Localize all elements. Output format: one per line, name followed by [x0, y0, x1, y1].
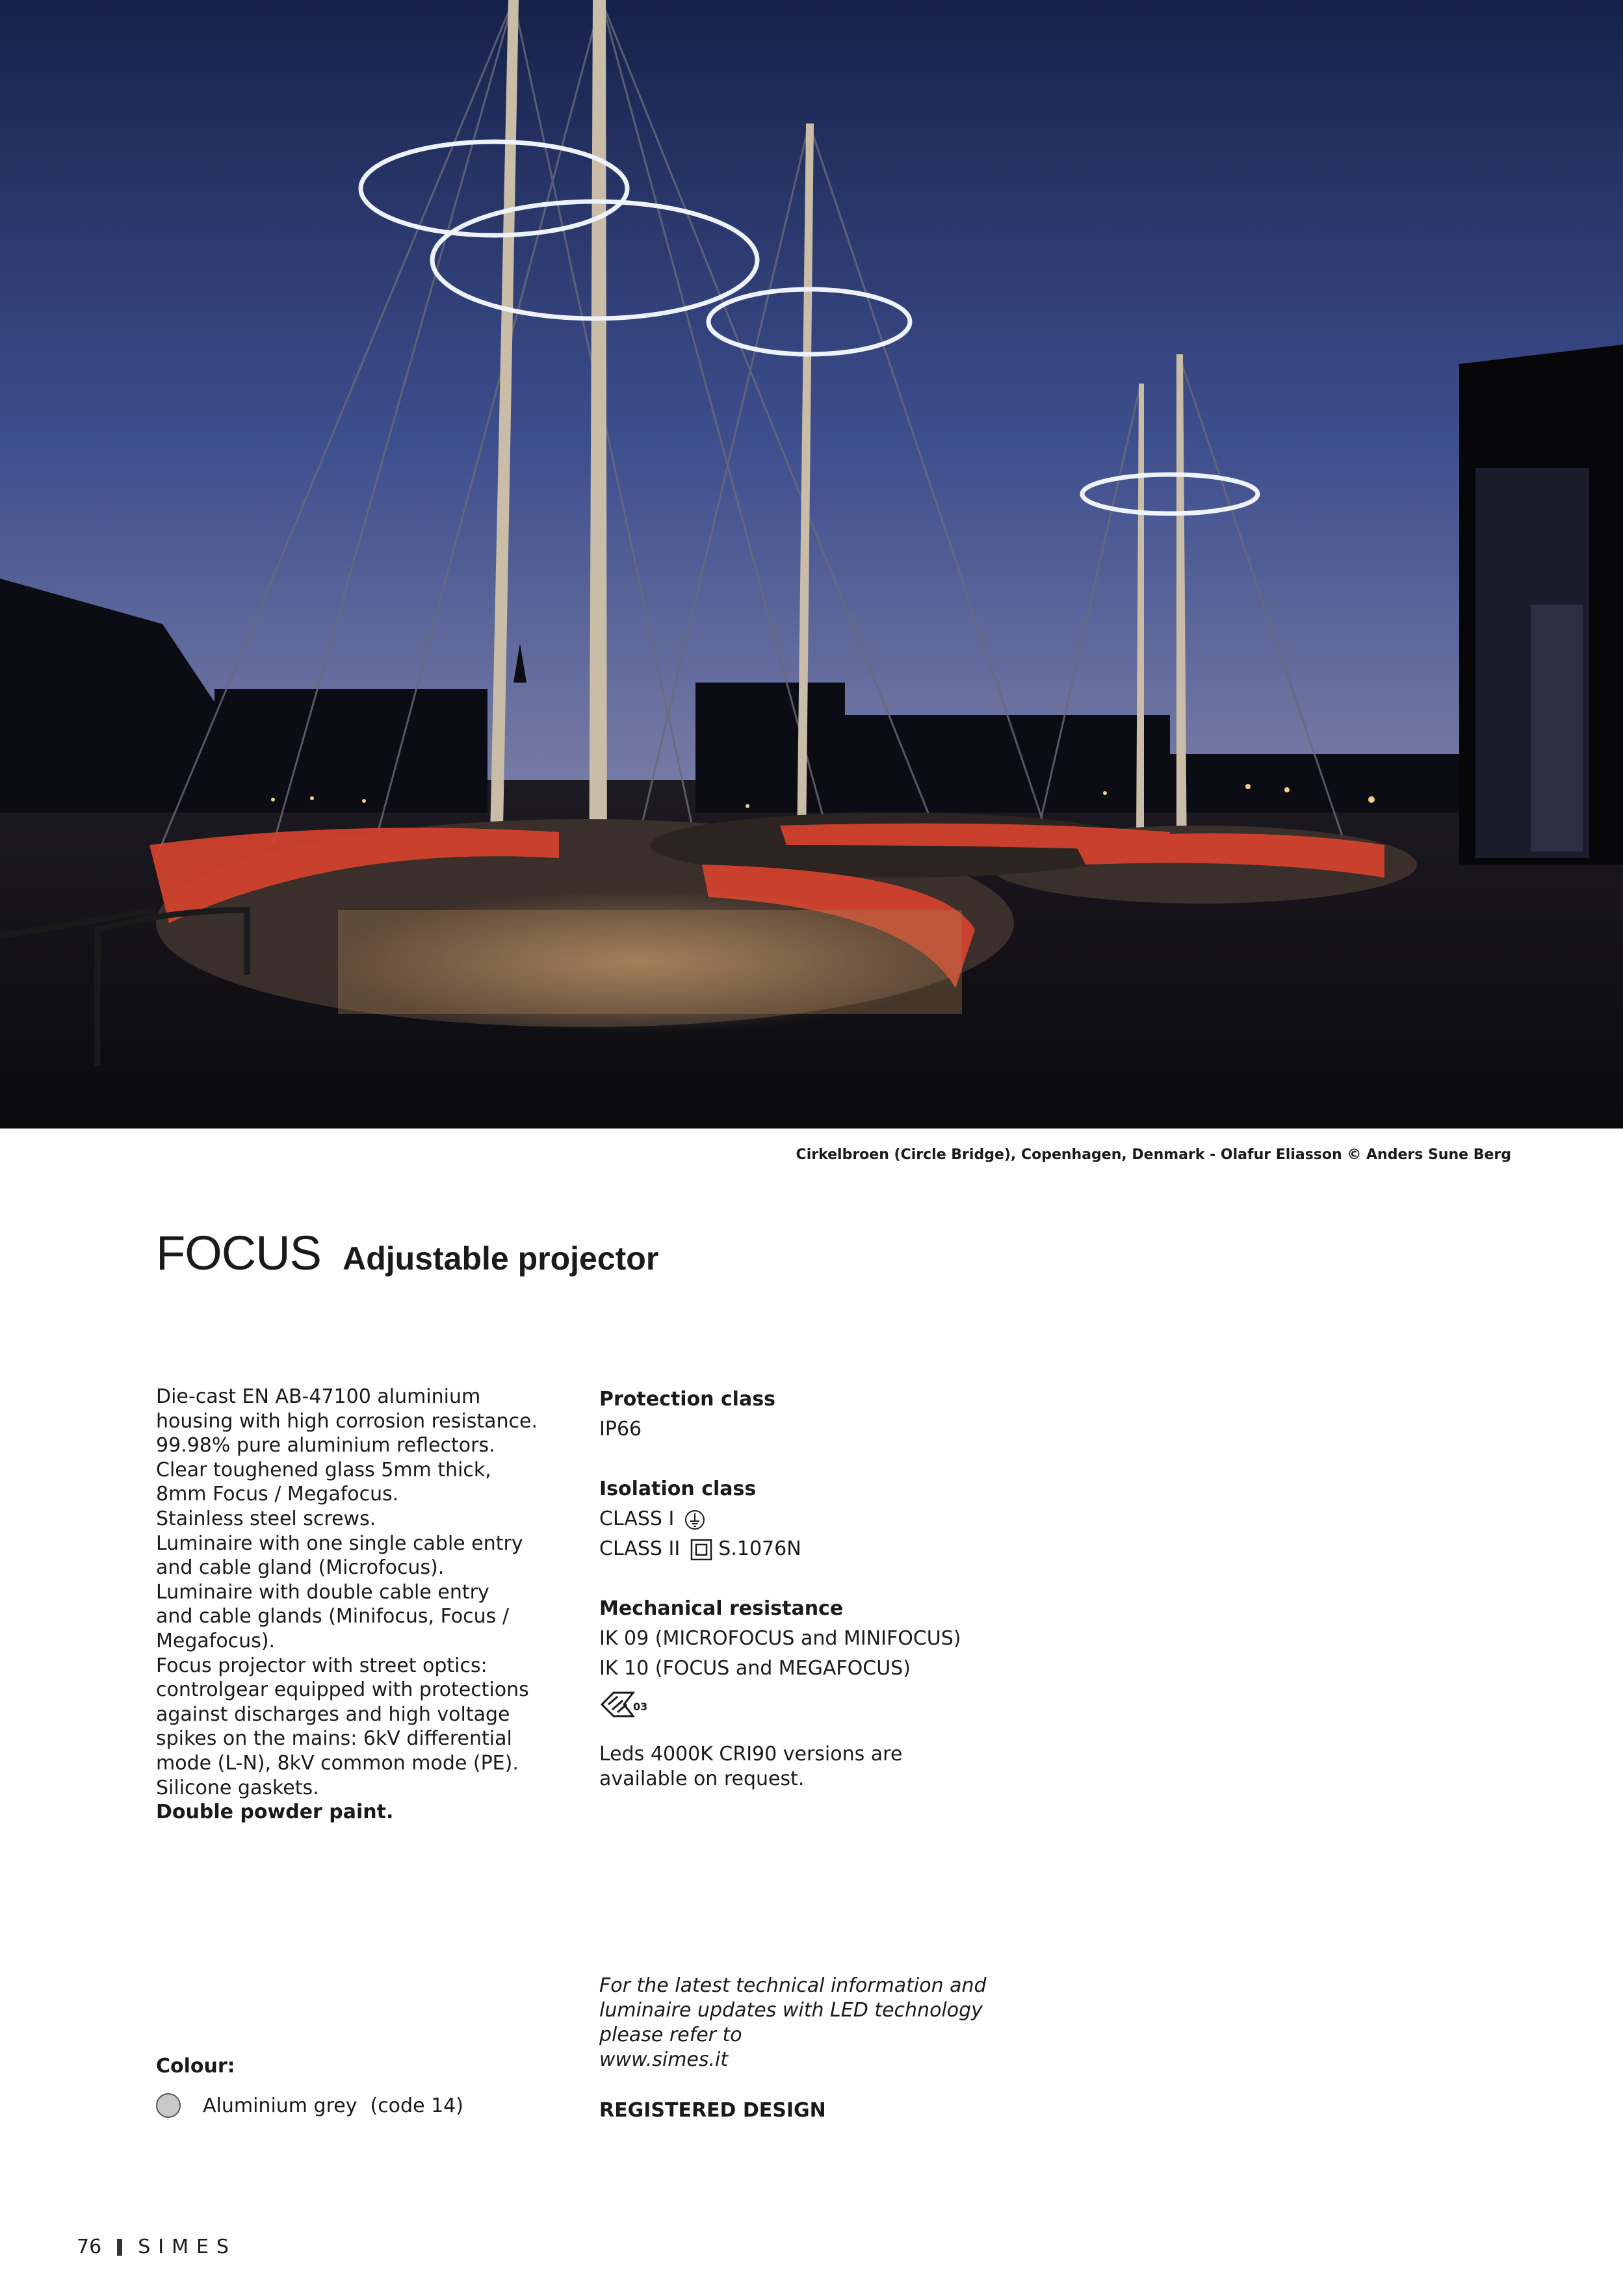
colour-name: Aluminium grey — [203, 2094, 357, 2117]
leds-note — [599, 1742, 1015, 1791]
isolation-heading: Isolation class — [599, 1478, 757, 1500]
specifications — [599, 1385, 1015, 1791]
description-line: Stainless steel screws. — [156, 1507, 376, 1530]
description-bold-line: Double powder paint. — [156, 1801, 394, 1824]
info-line3: please refer to — [599, 2024, 742, 2046]
info-url-link[interactable]: www.simes.it — [599, 2048, 729, 2071]
mechanical-heading: Mechanical resistance — [599, 1597, 844, 1620]
photo-caption: Cirkelbroen (Circle Bridge), Copenhagen, Denmark - Olafur Eliasson © Anders Sune Berg — [796, 1147, 1511, 1163]
registered-design: REGISTERED DESIGN — [599, 2099, 826, 2122]
description-line: 8mm Focus / Megafocus. — [156, 1483, 399, 1506]
leds-note-line2: available on request. — [599, 1767, 805, 1790]
product-name: FOCUS — [156, 1226, 321, 1280]
description-line: mode (L-N), 8kV common mode (PE). — [156, 1751, 519, 1775]
mechanical-ik09: IK 09 (MICROFOCUS and MINIFOCUS) — [599, 1627, 961, 1650]
description-line: and cable gland (Microfocus). — [156, 1556, 445, 1580]
leds-note-line1: Leds 4000K CRI90 versions are — [599, 1743, 903, 1766]
impact-mark-icon — [599, 1686, 646, 1723]
description-line: Luminaire with double cable entry — [156, 1580, 489, 1604]
brand-name: SIMES — [138, 2236, 237, 2258]
hero-photo — [0, 0, 1623, 1128]
protection-value: IP66 — [599, 1418, 642, 1441]
right-building — [1459, 345, 1623, 865]
colour-code: (code 14) — [370, 2094, 463, 2117]
description — [156, 1385, 546, 1825]
isolation-class1-row — [599, 1504, 1015, 1534]
description-line: spikes on the mains: 6kV differential — [156, 1727, 512, 1751]
description-line: and cable glands (Minifocus, Focus / — [156, 1605, 509, 1628]
impact-mark-number: 03 — [633, 1701, 648, 1713]
info-note — [599, 1974, 1015, 2072]
colour-option — [156, 2093, 463, 2118]
description-line: against discharges and high voltage — [156, 1702, 510, 1726]
description-line: Clear toughened glass 5mm thick, — [156, 1458, 491, 1481]
isolation-class2-row — [599, 1534, 1015, 1564]
page-footer — [77, 2236, 237, 2258]
description-line: 99.98% pure aluminium reflectors. — [156, 1434, 495, 1457]
earth-ground-icon — [684, 1509, 705, 1530]
colour-swatch — [156, 2093, 181, 2118]
description-line: Silicone gaskets. — [156, 1776, 319, 1799]
double-insulation-icon — [690, 1539, 712, 1561]
page-number: 76 — [77, 2236, 102, 2258]
isolation-class1: CLASS I — [599, 1507, 675, 1530]
isolation-class2: CLASS II — [599, 1537, 681, 1560]
colour-label: Colour: — [156, 2055, 235, 2078]
footer-divider — [117, 2239, 122, 2256]
mechanical-ik10: IK 10 (FOCUS and MEGAFOCUS) — [599, 1657, 911, 1680]
info-line2: luminaire updates with LED technology — [599, 1999, 983, 2022]
protection-heading: Protection class — [599, 1388, 775, 1411]
description-line: housing with high corrosion resistance. — [156, 1409, 538, 1433]
product-subtitle: Adjustable projector — [343, 1240, 659, 1277]
description-line: Luminaire with one single cable entry — [156, 1532, 523, 1555]
info-line1: For the latest technical information and — [599, 1974, 987, 1997]
description-line: Focus projector with street optics: — [156, 1654, 487, 1677]
isolation-class2-suffix: S.1076N — [718, 1537, 801, 1560]
description-line: controlgear equipped with protections — [156, 1678, 529, 1702]
circle-bridge-illustration — [0, 0, 1623, 1128]
product-title — [156, 1225, 658, 1281]
description-line: Megafocus). — [156, 1629, 276, 1652]
description-line: Die-cast EN AB-47100 aluminium — [156, 1385, 481, 1408]
deck-glow — [331, 891, 962, 1034]
